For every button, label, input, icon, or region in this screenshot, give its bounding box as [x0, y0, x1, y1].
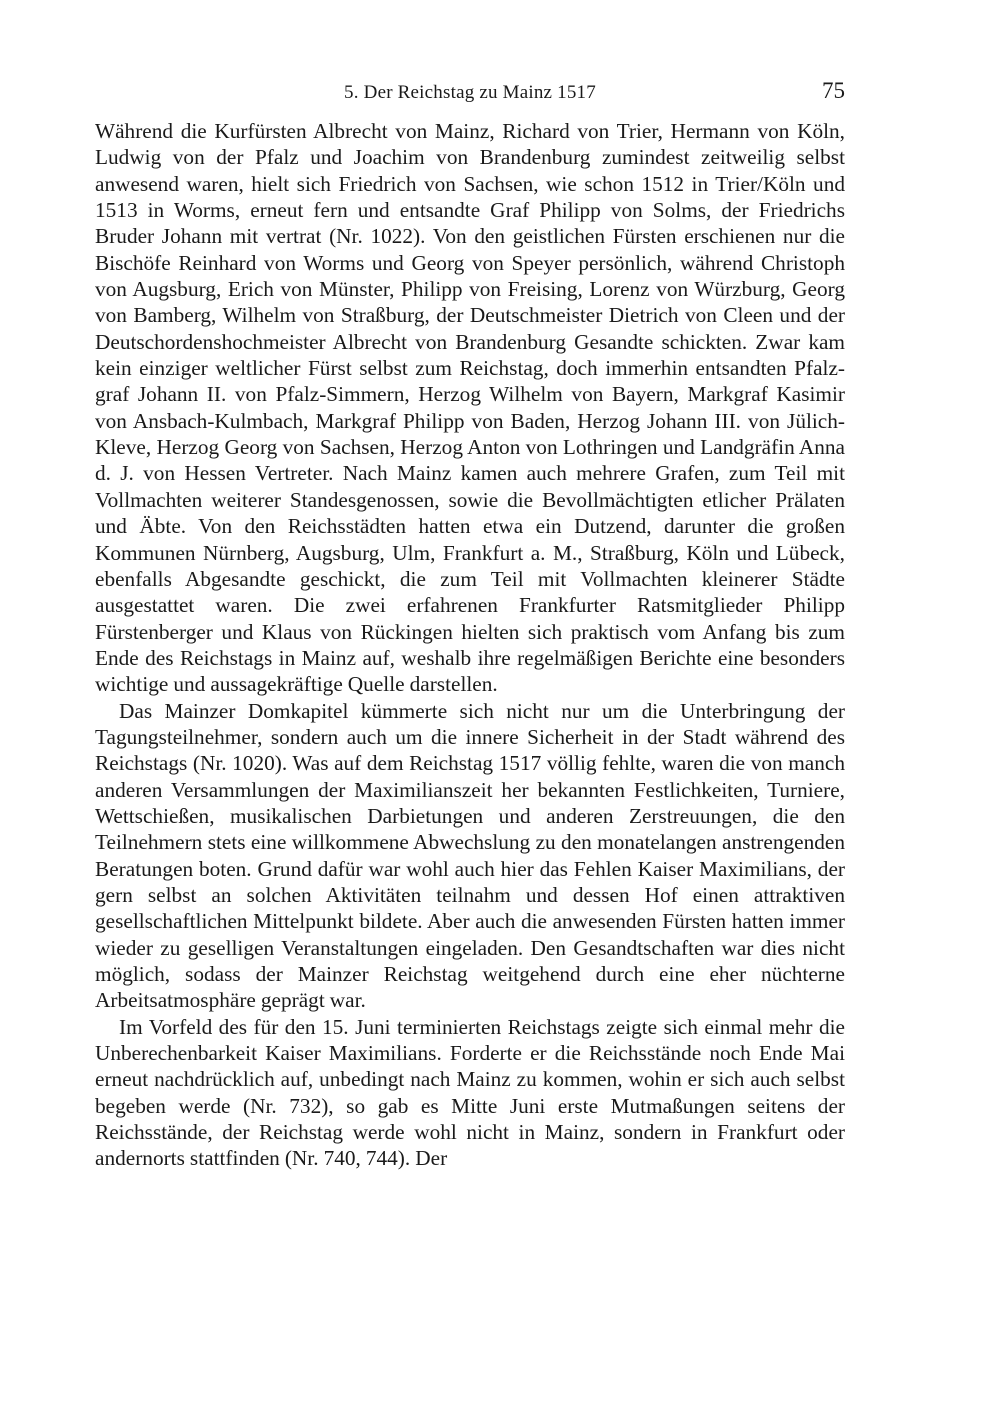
paragraph: Während die Kurfürsten Albrecht von Mainz, Richard von Trier, Hermann von Köln, Ludwig von der Pfalz und Joachim von Brandenburg zumindest zeitweilig selbst anwesend waren, hielt sich Friedrich von Sachsen, wie schon 1512 in Trier/Köln und 1513 in Worms, erneut fern und entsandte Graf Philipp von Solms, der Friedrichs Bruder Johann mit vertrat (Nr. 1022). Von den geistlichen Fürsten erschienen nur die Bischöfe Reinhard von Worms und Georg von Speyer persönlich, während Christoph von Augsburg, Erich von Münster, Philipp von Freising, Lorenz von Würzburg, Georg von Bamberg, Wilhelm von Straßburg, der Deutschmeister Dietrich von Cleen und der Deutschordenshochmeister Albrecht von Brandenburg Gesandte schickten. Zwar kam kein einziger weltlicher Fürst selbst zum Reichstag, doch immerhin entsandten Pfalzgraf Johann II. von Pfalz-Simmern, Herzog Wilhelm von Bayern, Markgraf Kasimir von Ansbach-Kulmbach, Markgraf Philipp von Baden, Herzog Johann III. von Jülich-Kleve, Herzog Georg von Sachsen, Herzog Anton von Lothringen und Landgräfin Anna d. J. von Hessen Vertreter. Nach Mainz kamen auch mehrere Grafen, zum Teil mit Vollmachten weiterer Standesgenossen, sowie die Bevollmächtigten etlicher Prälaten und Äbte. Von den Reichsstädten hatten etwa ein Dutzend, darunter die großen Kommunen Nürnberg, Augsburg, Ulm, Frankfurt a. M., Straßburg, Köln und Lübeck, ebenfalls Abgesandte geschickt, die zum Teil mit Vollmachten kleinerer Städte ausgestattet waren. Die zwei erfahrenen Frankfurter Ratsmitglieder Philipp Fürstenberger und Klaus von Rückingen hielten sich praktisch vom Anfang bis zum Ende des Reichstags in Mainz auf, weshalb ihre regelmäßigen Berichte eine besonders wichtige und aussagekräftige Quelle darstellen.	[95, 119, 845, 697]
running-title: 5. Der Reichstag zu Mainz 1517	[344, 82, 596, 103]
page-header	[95, 78, 845, 108]
page-number: 75	[822, 78, 845, 103]
body-text	[95, 118, 845, 1172]
paragraph: Im Vorfeld des für den 15. Juni terminierten Reichstags zeigte sich einmal mehr die Unberechenbarkeit Kaiser Maximilians. Forderte er die Reichsstände noch Ende Mai erneut nachdrücklich auf, unbedingt nach Mainz zu kommen, wohin er sich auch selbst begeben werde (Nr. 732), so gab es Mitte Juni erste Mutmaßungen seitens der Reichsstände, der Reichstag werde wohl nicht in Mainz, sondern in Frankfurt oder andernorts stattfinden (Nr. 740, 744). Der	[95, 1014, 845, 1171]
paragraph: Das Mainzer Domkapitel kümmerte sich nicht nur um die Unterbringung der Tagungsteilnehmer, sondern auch um die innere Sicherheit in der Stadt während des Reichstags (Nr. 1020). Was auf dem Reichstag 1517 völlig fehlte, waren die von manch anderen Versammlungen der Maximilianszeit her bekannten Festlichkeiten, Turniere, Wettschießen, musikalischen Darbietungen und anderen Zerstreuungen, die den Teilnehmern stets eine willkommene Abwechslung zu den monatelangen anstrengenden Beratungen boten. Grund dafür war wohl auch hier das Fehlen Kaiser Maximilians, der gern selbst an solchen Aktivitäten teilnahm und dessen Hof einen attraktiven gesellschaftlichen Mittelpunkt bildete. Aber auch die anwesenden Fürsten hatten immer wieder zu geselligen Veranstaltungen eingeladen. Den Gesandtschaften war dies nicht möglich, sodass der Mainzer Reichstag weitgehend durch eine eher nüchterne Arbeitsatmosphäre geprägt war.	[95, 698, 845, 1013]
